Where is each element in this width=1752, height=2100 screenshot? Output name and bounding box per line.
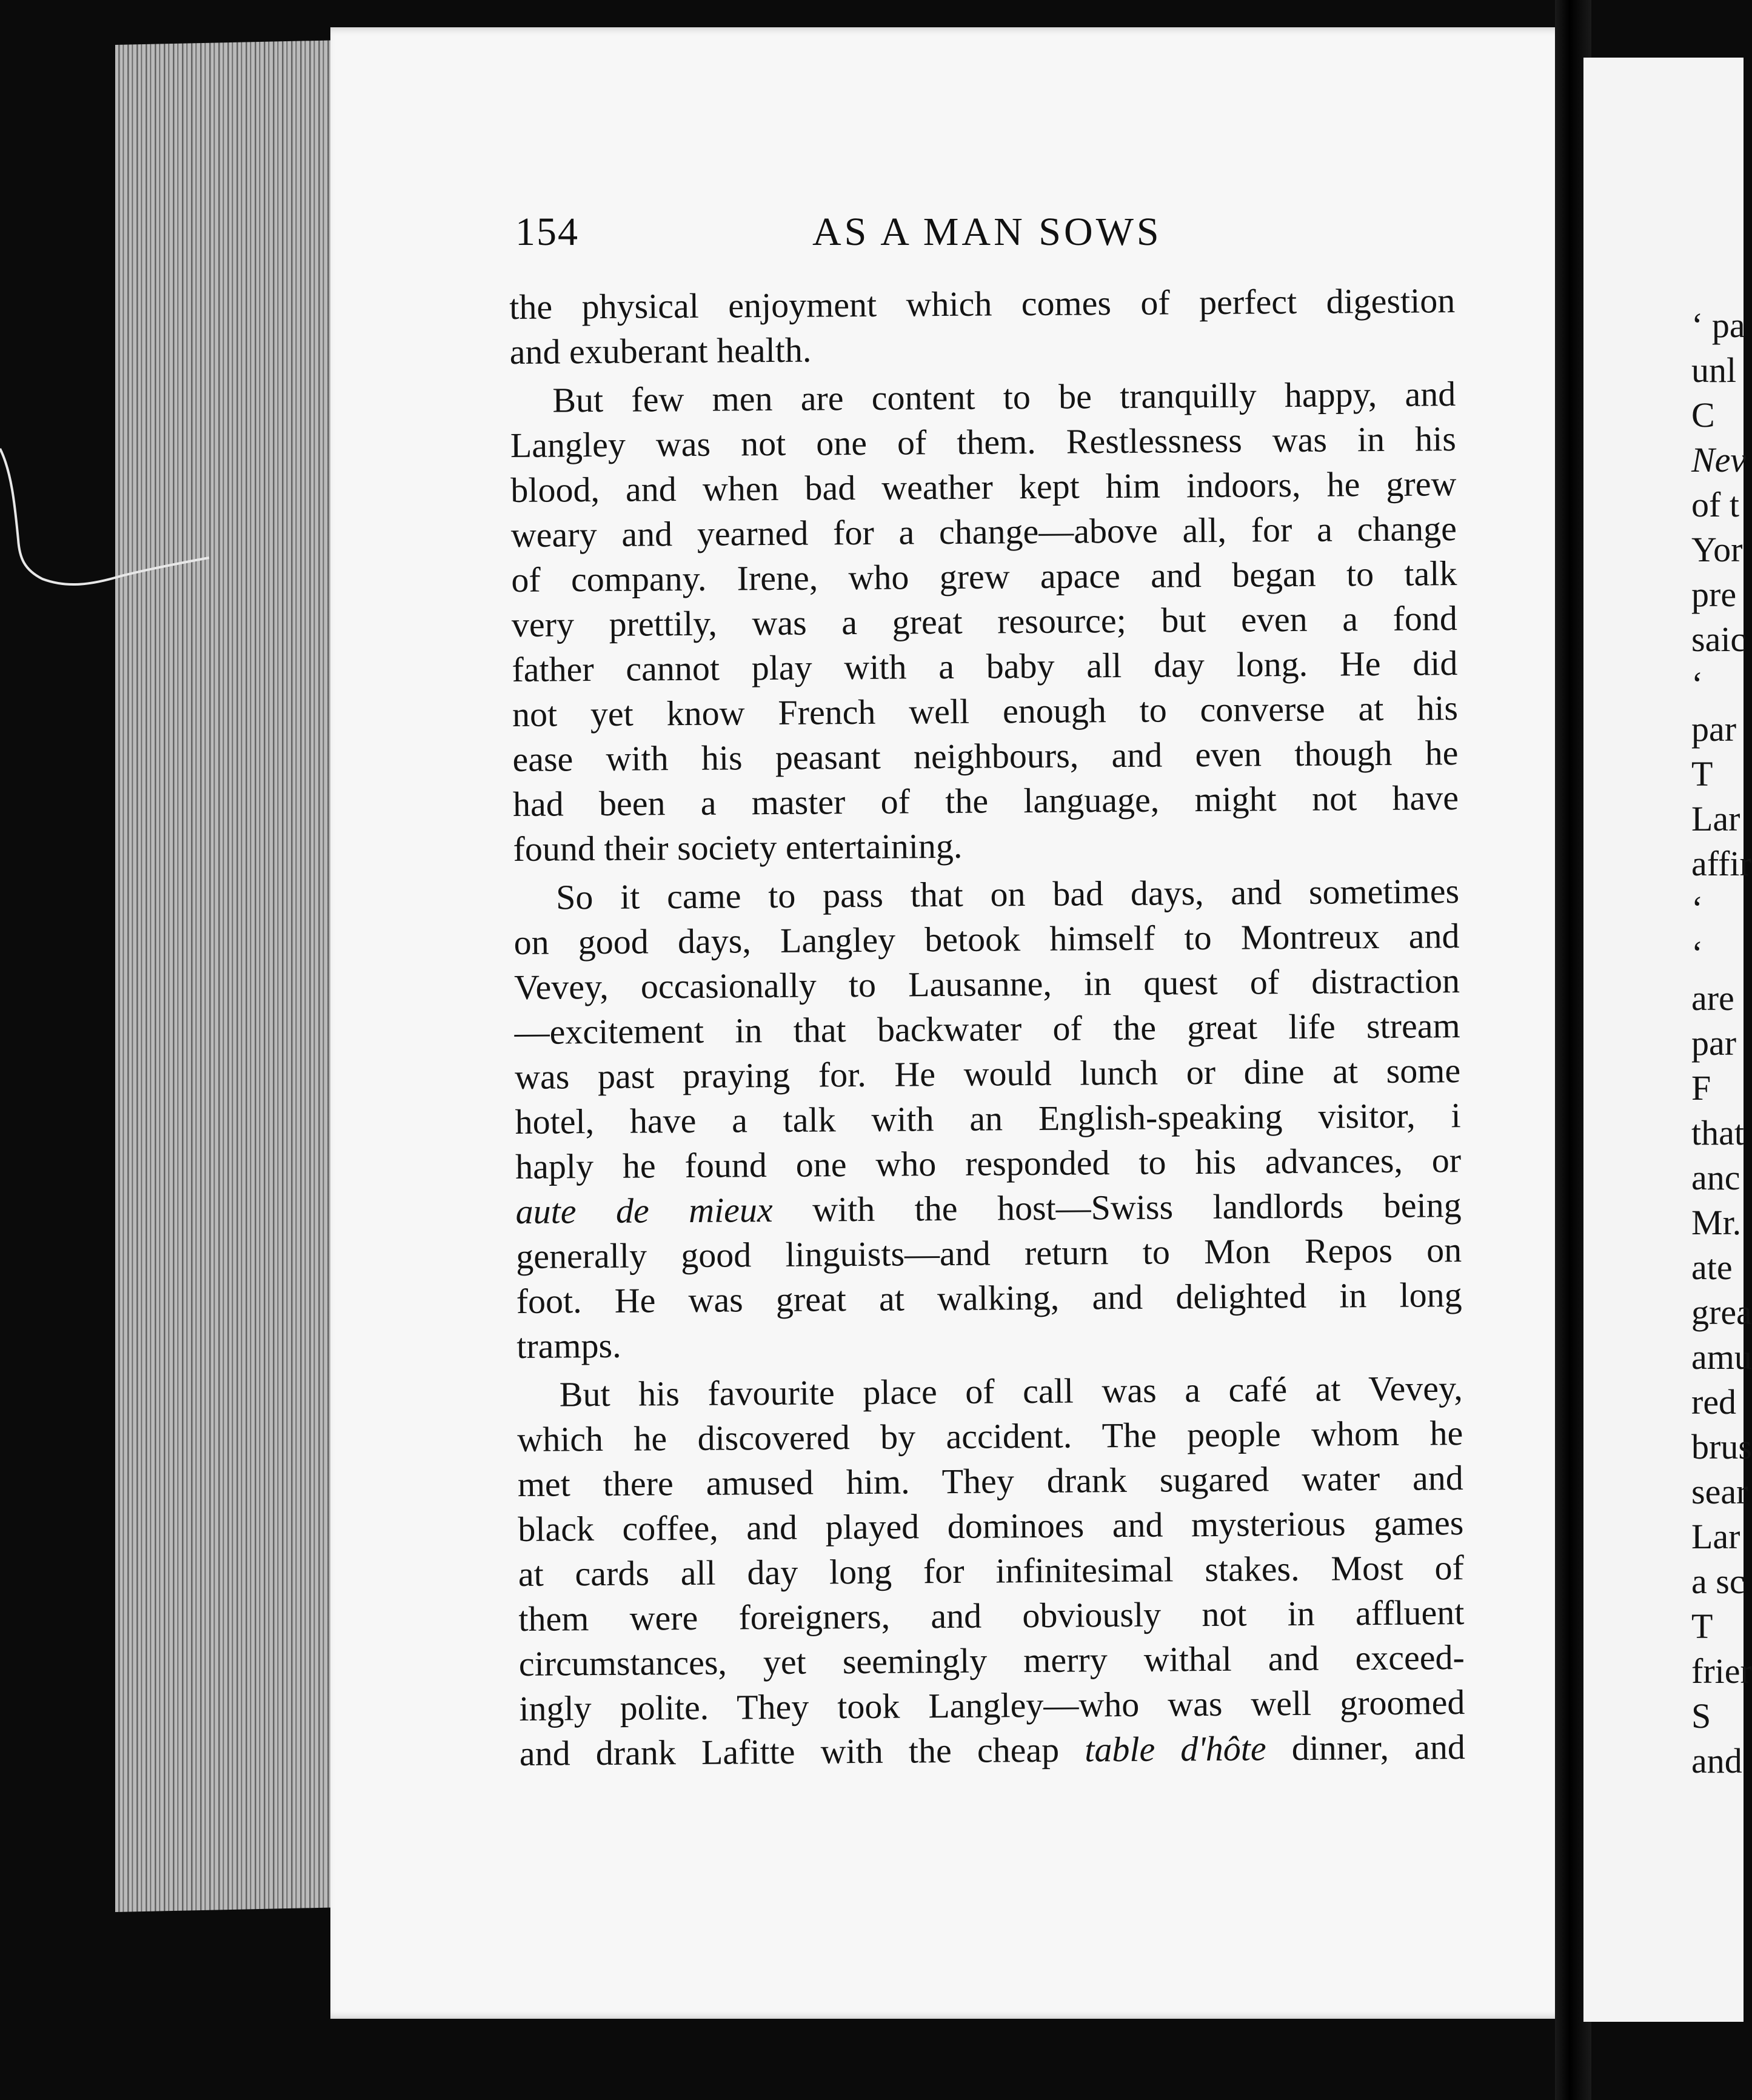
facing-page-fragment: Nev [1691,440,1747,480]
facing-page-fragment: affir [1691,844,1751,883]
text-line: Vevey, occasionally to Lausanne, in quest of distraction [513,961,1460,1007]
text-line: tramps. [516,1325,621,1366]
facing-page-fragment: grea [1691,1292,1752,1332]
text-line: circumstances, yet seemingly merry withal and exceed- [518,1637,1465,1684]
facing-page-fragment: are [1691,978,1734,1018]
text-line: ease with his peasant neighbours, and even though he [512,733,1459,779]
text-line [520,1725,1465,1776]
text-line: So it came to pass that on bad days, and sometimes [555,871,1460,917]
facing-page-fragment: T [1691,1607,1713,1646]
facing-page-fragment: Mr. [1691,1203,1742,1242]
text-line: the physical enjoyment which comes of perfect digestion [509,281,1456,327]
text-line: ingly polite. They took Langley—who was well groomed [519,1682,1465,1728]
text-line: weary and yearned for a change—above all, for a change [510,509,1457,555]
facing-page-fragment: S [1691,1696,1711,1736]
text-line: But few men are content to be tranquilly happy, and [552,374,1456,420]
facing-page-fragment: frier [1691,1651,1752,1691]
body-text [509,278,1465,1776]
text-line: at cards all day long for infinitesimal stakes. Most of [518,1548,1465,1594]
text-line: generally good linguists—and return to Mon Repos on [515,1230,1462,1276]
thread-icon [0,436,218,630]
text-line: Langley was not one of them. Restlessness was in his [510,419,1457,465]
page-header [515,209,1455,258]
facing-page-fragment: par [1691,709,1737,749]
text-line: But his favourite place of call was a café at Vevey, [559,1368,1463,1414]
facing-page-fragment: F [1691,1068,1711,1108]
text-line: was past praying for. He would lunch or dine at some [514,1051,1461,1097]
italic-phrase: table d'hôte [1084,1728,1266,1770]
text-line: which he discovered by accident. The people whom he [517,1413,1463,1459]
text-line: very prettily, was a great resource; but even a fond [511,598,1458,644]
facing-page-fragment: ‘ [1691,934,1704,973]
text-line: of company. Irene, who grew apace and began to talk [511,553,1457,600]
facing-page-fragment: sear [1691,1472,1748,1511]
facing-page-fragment: par [1691,1023,1737,1063]
text-line: blood, and when bad weather kept him indoors, he grew [510,464,1457,510]
facing-page-fragment: unl [1691,350,1737,390]
text-line: on good days, Langley betook himself to Montreux and [513,916,1460,962]
text-line: hotel, have a talk with an English-speaking visitor, i [515,1095,1461,1142]
facing-page-fragment: amu [1691,1337,1752,1377]
facing-page-fragment: a sc [1691,1562,1745,1601]
facing-page-fragment: brus [1691,1427,1752,1466]
text-line: had been a master of the language, might not have [512,778,1459,824]
text-fragment: with the host—Swiss landlords being [812,1185,1462,1229]
text-line: —excitement in that backwater of the great life stream [514,1006,1460,1052]
text-line: and exuberant health. [509,330,812,372]
facing-page-fragment: that [1691,1113,1744,1152]
text-line [515,1183,1461,1234]
page-number: 154 [515,210,579,254]
facing-page-fragment: Yor [1691,530,1743,569]
facing-page-fragment: pre [1691,575,1737,614]
facing-page-fragment: ‘ [1691,664,1704,704]
text-fragment: and drank Lafitte with the cheap [519,1730,1060,1773]
facing-page-text [1691,303,1752,1784]
text-line: met there amused him. They drank sugared water and [517,1458,1464,1504]
facing-page-fragment: Lar [1691,799,1740,838]
facing-page-fragment: ate [1691,1248,1733,1287]
facing-page-fragment: ‘ [1691,889,1704,928]
text-line: found their society entertaining. [513,826,963,869]
facing-page-fragment: saic [1691,620,1747,659]
running-title: AS A MAN SOWS [812,210,1162,254]
text-line: black coffee, and played dominoes and mysterious games [518,1503,1464,1549]
text-fragment: dinner, and [1291,1727,1466,1768]
text-line: them were foreigners, and obviously not in affluent [518,1593,1465,1639]
text-line: father cannot play with a baby all day long. He did [512,643,1458,689]
facing-page-fragment: C [1691,395,1715,435]
text-line: haply he found one who responded to his advances, or [515,1140,1462,1186]
facing-page-fragment: ‘ pa [1691,306,1745,345]
facing-page-fragment: Lar [1691,1517,1740,1556]
facing-page-fragment: of t [1691,485,1739,524]
text-line: foot. He was great at walking, and delighted in long [516,1275,1462,1321]
page-edges [115,40,346,1912]
facing-page-fragment: T [1691,754,1713,794]
facing-page-fragment: red [1691,1382,1737,1422]
text-line: not yet know French well enough to converse at his [512,688,1459,734]
facing-page-fragment: anc [1691,1158,1740,1197]
italic-phrase: aute de mieux [515,1190,773,1231]
facing-page-fragment: and [1691,1741,1742,1781]
